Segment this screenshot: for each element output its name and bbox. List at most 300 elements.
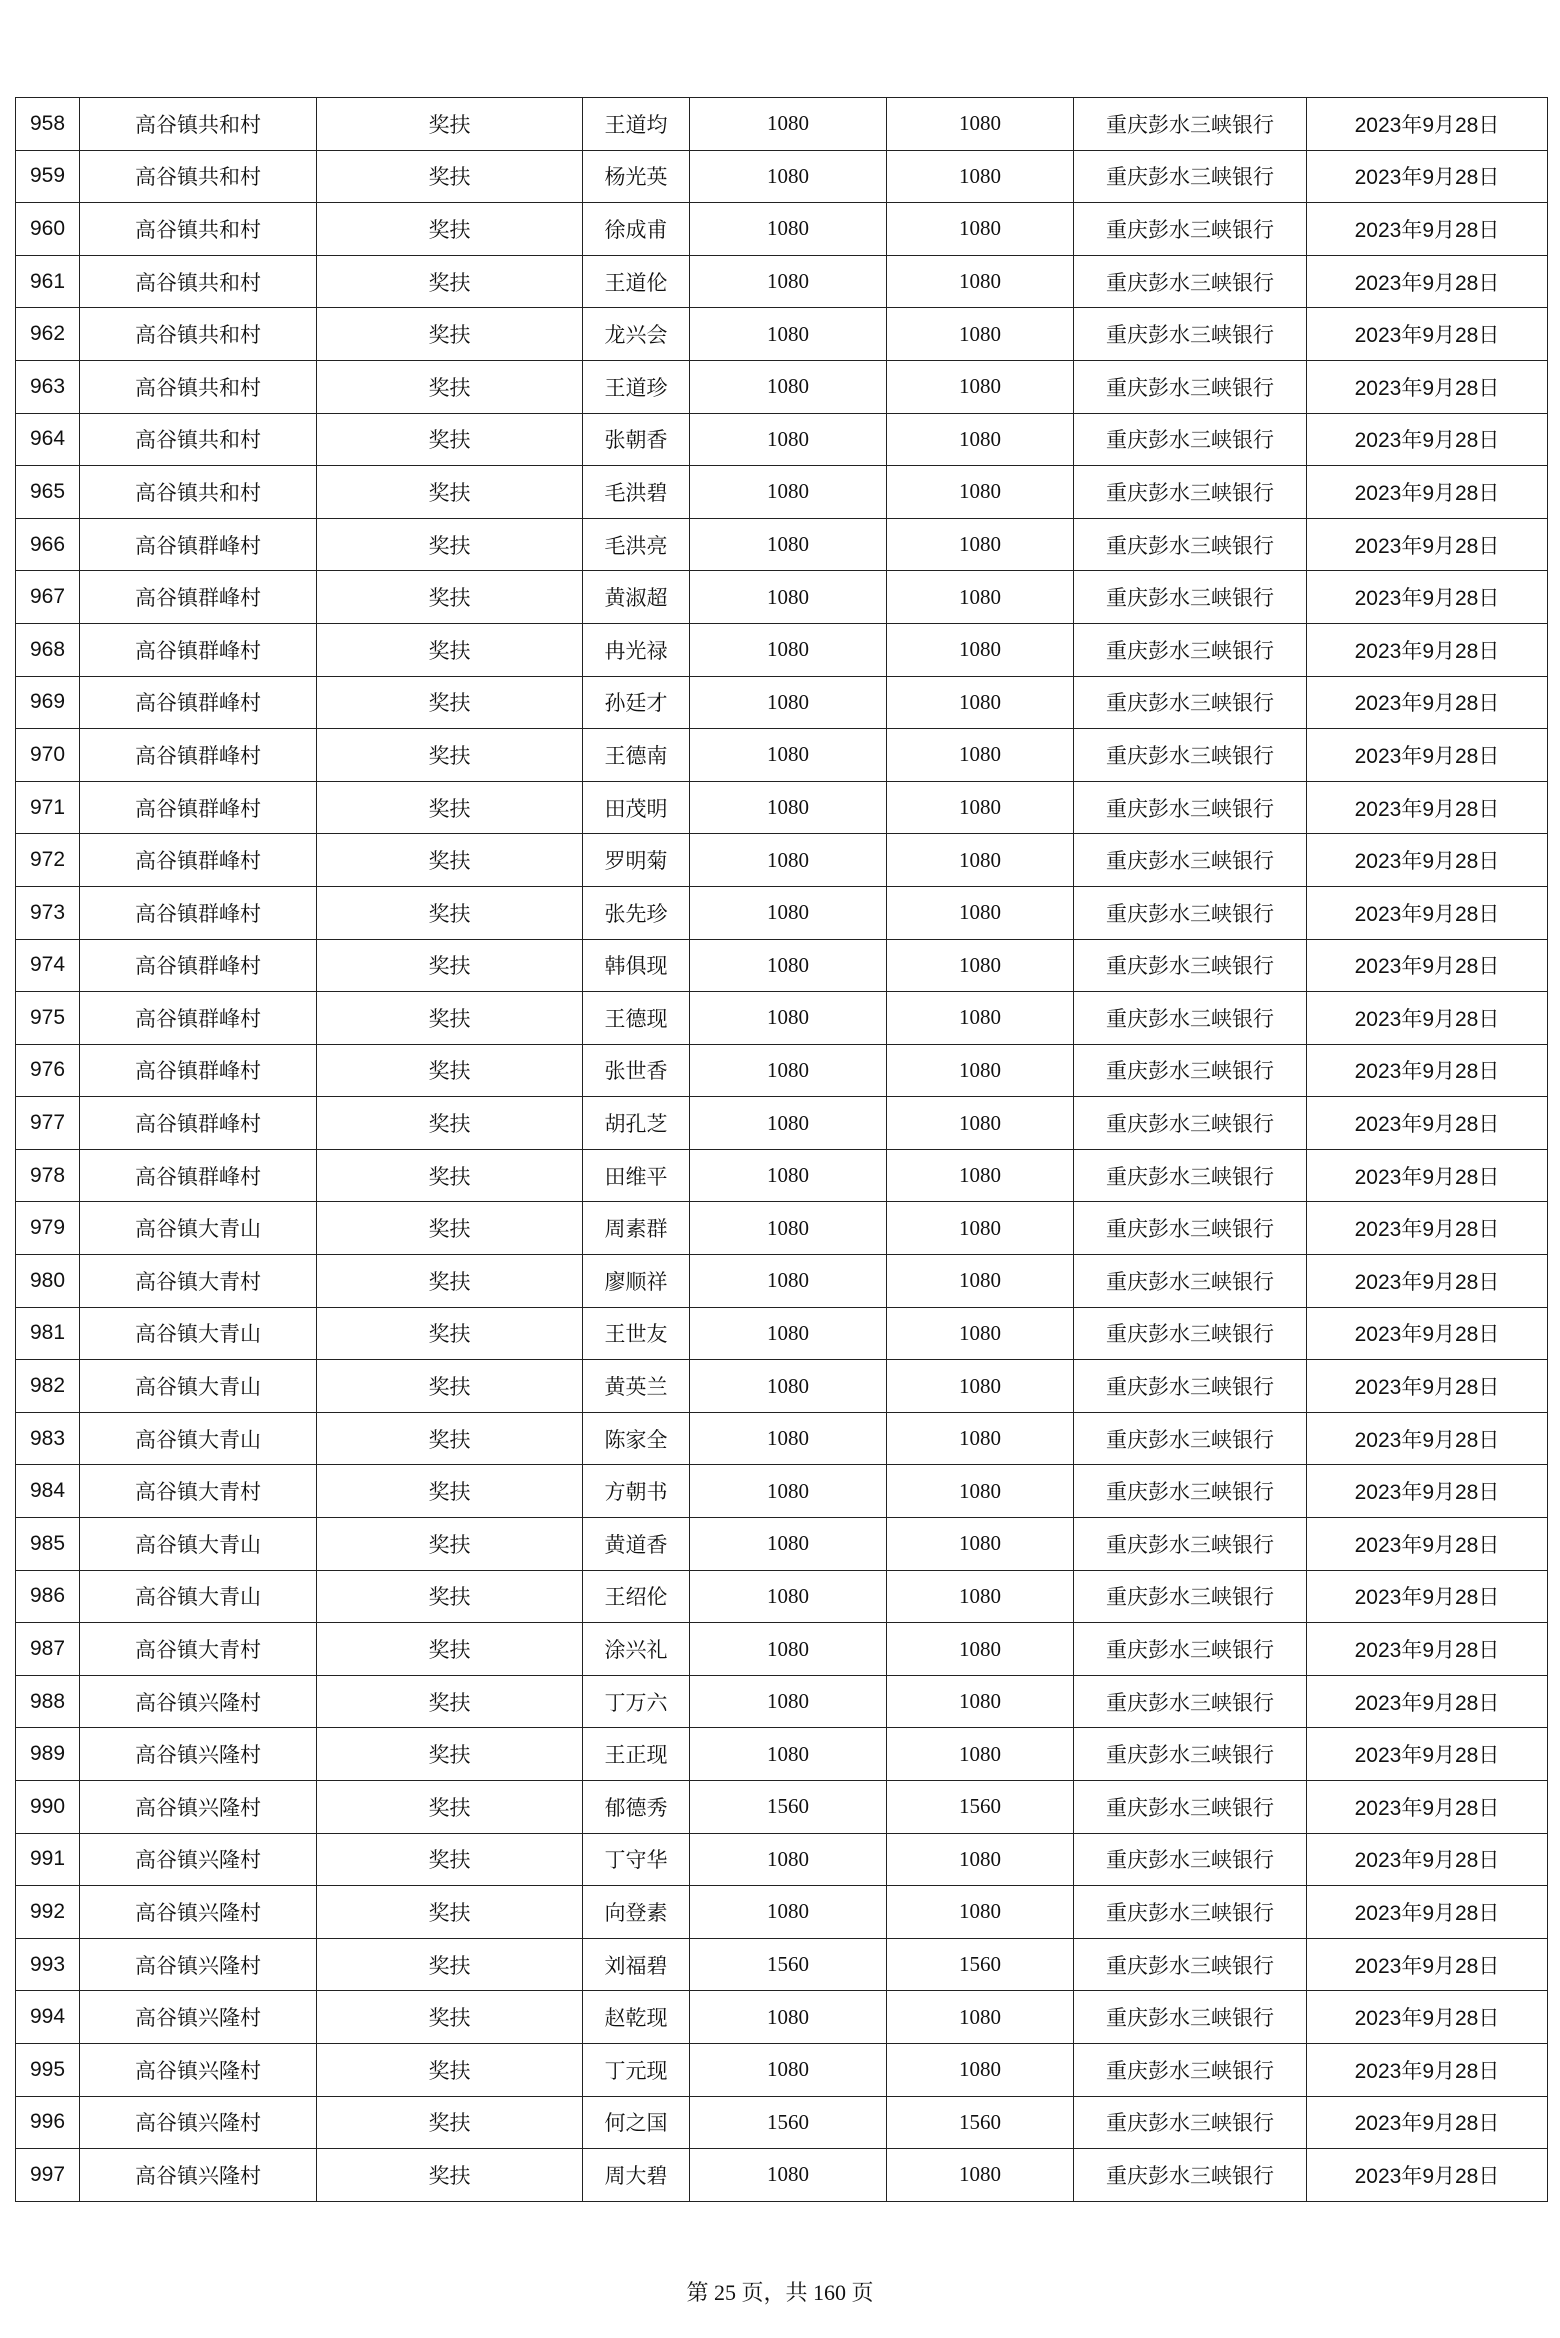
village-cell: 高谷镇群峰村 (80, 1149, 317, 1202)
table-row (16, 255, 1548, 308)
bank-cell: 重庆彭水三峡银行 (1074, 1781, 1307, 1834)
row-number-cell: 990 (16, 1781, 80, 1834)
subsidy-type-cell: 奖扶 (317, 413, 583, 466)
amount-paid-cell: 1080 (887, 150, 1074, 203)
payment-date-cell: 2023年9月28日 (1307, 466, 1548, 519)
subsidy-type-cell: 奖扶 (317, 203, 583, 256)
subsidy-type-cell: 奖扶 (317, 1623, 583, 1676)
table-row (16, 992, 1548, 1045)
payment-date-cell: 2023年9月28日 (1307, 1307, 1548, 1360)
subsidy-type-cell: 奖扶 (317, 1044, 583, 1097)
row-number-cell: 961 (16, 255, 80, 308)
amount-paid-cell: 1080 (887, 308, 1074, 361)
bank-cell: 重庆彭水三峡银行 (1074, 1255, 1307, 1308)
village-cell: 高谷镇共和村 (80, 150, 317, 203)
recipient-name-cell: 王道伦 (583, 255, 690, 308)
amount-due-cell: 1080 (690, 413, 887, 466)
payment-date-cell: 2023年9月28日 (1307, 98, 1548, 151)
payment-date-cell: 2023年9月28日 (1307, 203, 1548, 256)
bank-cell: 重庆彭水三峡银行 (1074, 308, 1307, 361)
amount-paid-cell: 1080 (887, 255, 1074, 308)
amount-due-cell: 1080 (690, 255, 887, 308)
table-row (16, 150, 1548, 203)
amount-due-cell: 1080 (690, 1991, 887, 2044)
row-number-cell: 980 (16, 1255, 80, 1308)
recipient-name-cell: 刘福碧 (583, 1938, 690, 1991)
row-number-cell: 959 (16, 150, 80, 203)
table-row (16, 571, 1548, 624)
village-cell: 高谷镇群峰村 (80, 886, 317, 939)
village-cell: 高谷镇群峰村 (80, 992, 317, 1045)
amount-paid-cell: 1080 (887, 623, 1074, 676)
amount-paid-cell: 1080 (887, 939, 1074, 992)
table-row (16, 518, 1548, 571)
table-row (16, 1991, 1548, 2044)
amount-paid-cell: 1560 (887, 2096, 1074, 2149)
amount-paid-cell: 1080 (887, 1202, 1074, 1255)
row-number-cell: 981 (16, 1307, 80, 1360)
bank-cell: 重庆彭水三峡银行 (1074, 1149, 1307, 1202)
amount-paid-cell: 1080 (887, 413, 1074, 466)
table-row (16, 834, 1548, 887)
table-row (16, 1412, 1548, 1465)
bank-cell: 重庆彭水三峡银行 (1074, 939, 1307, 992)
amount-paid-cell: 1080 (887, 1307, 1074, 1360)
village-cell: 高谷镇大青山 (80, 1412, 317, 1465)
table-row (16, 1833, 1548, 1886)
subsidy-type-cell: 奖扶 (317, 1518, 583, 1571)
subsidy-type-cell: 奖扶 (317, 1675, 583, 1728)
subsidy-type-cell: 奖扶 (317, 1938, 583, 1991)
subsidy-type-cell: 奖扶 (317, 150, 583, 203)
recipient-name-cell: 丁万六 (583, 1675, 690, 1728)
amount-paid-cell: 1080 (887, 1886, 1074, 1939)
payment-date-cell: 2023年9月28日 (1307, 2043, 1548, 2096)
amount-paid-cell: 1080 (887, 1412, 1074, 1465)
village-cell: 高谷镇共和村 (80, 308, 317, 361)
payment-date-cell: 2023年9月28日 (1307, 1938, 1548, 1991)
bank-cell: 重庆彭水三峡银行 (1074, 98, 1307, 151)
village-cell: 高谷镇兴隆村 (80, 2043, 317, 2096)
row-number-cell: 988 (16, 1675, 80, 1728)
table-row (16, 1675, 1548, 1728)
recipient-name-cell: 周大碧 (583, 2149, 690, 2202)
bank-cell: 重庆彭水三峡银行 (1074, 1360, 1307, 1413)
village-cell: 高谷镇共和村 (80, 360, 317, 413)
row-number-cell: 992 (16, 1886, 80, 1939)
amount-paid-cell: 1080 (887, 1518, 1074, 1571)
payment-date-cell: 2023年9月28日 (1307, 255, 1548, 308)
bank-cell: 重庆彭水三峡银行 (1074, 1412, 1307, 1465)
recipient-name-cell: 廖顺祥 (583, 1255, 690, 1308)
amount-due-cell: 1560 (690, 2096, 887, 2149)
row-number-cell: 977 (16, 1097, 80, 1150)
village-cell: 高谷镇兴隆村 (80, 1938, 317, 1991)
table-row (16, 1623, 1548, 1676)
amount-due-cell: 1080 (690, 98, 887, 151)
subsidy-type-cell: 奖扶 (317, 1781, 583, 1834)
recipient-name-cell: 黄淑超 (583, 571, 690, 624)
amount-due-cell: 1080 (690, 886, 887, 939)
amount-paid-cell: 1080 (887, 1570, 1074, 1623)
recipient-name-cell: 丁守华 (583, 1833, 690, 1886)
village-cell: 高谷镇群峰村 (80, 1044, 317, 1097)
amount-due-cell: 1080 (690, 939, 887, 992)
table-row (16, 1570, 1548, 1623)
amount-due-cell: 1080 (690, 1675, 887, 1728)
subsidy-type-cell: 奖扶 (317, 886, 583, 939)
amount-due-cell: 1080 (690, 2043, 887, 2096)
village-cell: 高谷镇兴隆村 (80, 1675, 317, 1728)
amount-paid-cell: 1080 (887, 98, 1074, 151)
table-row (16, 729, 1548, 782)
row-number-cell: 993 (16, 1938, 80, 1991)
village-cell: 高谷镇大青山 (80, 1307, 317, 1360)
payment-date-cell: 2023年9月28日 (1307, 518, 1548, 571)
page-footer: 第 25 页，共 160 页 (686, 2280, 874, 2305)
payment-date-cell: 2023年9月28日 (1307, 1991, 1548, 2044)
payment-date-cell: 2023年9月28日 (1307, 781, 1548, 834)
bank-cell: 重庆彭水三峡银行 (1074, 1570, 1307, 1623)
amount-due-cell: 1080 (690, 1728, 887, 1781)
row-number-cell: 976 (16, 1044, 80, 1097)
amount-due-cell: 1080 (690, 1833, 887, 1886)
recipient-name-cell: 龙兴会 (583, 308, 690, 361)
table-row (16, 1097, 1548, 1150)
payment-date-cell: 2023年9月28日 (1307, 886, 1548, 939)
bank-cell: 重庆彭水三峡银行 (1074, 1044, 1307, 1097)
subsidy-type-cell: 奖扶 (317, 360, 583, 413)
recipient-name-cell: 方朝书 (583, 1465, 690, 1518)
payment-date-cell: 2023年9月28日 (1307, 1044, 1548, 1097)
amount-paid-cell: 1080 (887, 1360, 1074, 1413)
subsidy-type-cell: 奖扶 (317, 623, 583, 676)
bank-cell: 重庆彭水三峡银行 (1074, 2149, 1307, 2202)
row-number-cell: 971 (16, 781, 80, 834)
recipient-name-cell: 罗明菊 (583, 834, 690, 887)
amount-paid-cell: 1080 (887, 571, 1074, 624)
village-cell: 高谷镇大青村 (80, 1623, 317, 1676)
subsidy-type-cell: 奖扶 (317, 466, 583, 519)
table-row (16, 1307, 1548, 1360)
amount-due-cell: 1080 (690, 1202, 887, 1255)
bank-cell: 重庆彭水三峡银行 (1074, 781, 1307, 834)
row-number-cell: 989 (16, 1728, 80, 1781)
village-cell: 高谷镇共和村 (80, 98, 317, 151)
bank-cell: 重庆彭水三峡银行 (1074, 413, 1307, 466)
amount-paid-cell: 1080 (887, 676, 1074, 729)
row-number-cell: 982 (16, 1360, 80, 1413)
amount-paid-cell: 1080 (887, 992, 1074, 1045)
amount-paid-cell: 1080 (887, 1623, 1074, 1676)
village-cell: 高谷镇群峰村 (80, 729, 317, 782)
row-number-cell: 969 (16, 676, 80, 729)
payment-date-cell: 2023年9月28日 (1307, 1202, 1548, 1255)
subsidy-type-cell: 奖扶 (317, 676, 583, 729)
row-number-cell: 966 (16, 518, 80, 571)
subsidy-type-cell: 奖扶 (317, 308, 583, 361)
village-cell: 高谷镇群峰村 (80, 676, 317, 729)
subsidy-type-cell: 奖扶 (317, 1097, 583, 1150)
recipient-name-cell: 王道均 (583, 98, 690, 151)
row-number-cell: 979 (16, 1202, 80, 1255)
bank-cell: 重庆彭水三峡银行 (1074, 1833, 1307, 1886)
bank-cell: 重庆彭水三峡银行 (1074, 992, 1307, 1045)
payment-date-cell: 2023年9月28日 (1307, 1675, 1548, 1728)
amount-paid-cell: 1080 (887, 2043, 1074, 2096)
amount-due-cell: 1080 (690, 2149, 887, 2202)
amount-paid-cell: 1080 (887, 518, 1074, 571)
amount-due-cell: 1080 (690, 360, 887, 413)
amount-due-cell: 1080 (690, 571, 887, 624)
recipient-name-cell: 赵乾现 (583, 1991, 690, 2044)
table-row (16, 466, 1548, 519)
recipient-name-cell: 王世友 (583, 1307, 690, 1360)
payment-date-cell: 2023年9月28日 (1307, 413, 1548, 466)
bank-cell: 重庆彭水三峡银行 (1074, 1623, 1307, 1676)
recipient-name-cell: 胡孔芝 (583, 1097, 690, 1150)
village-cell: 高谷镇兴隆村 (80, 1886, 317, 1939)
subsidy-type-cell: 奖扶 (317, 1886, 583, 1939)
bank-cell: 重庆彭水三峡银行 (1074, 255, 1307, 308)
subsidy-type-cell: 奖扶 (317, 992, 583, 1045)
amount-due-cell: 1080 (690, 1465, 887, 1518)
row-number-cell: 964 (16, 413, 80, 466)
recipient-name-cell: 韩俱现 (583, 939, 690, 992)
recipient-name-cell: 黄英兰 (583, 1360, 690, 1413)
amount-due-cell: 1080 (690, 466, 887, 519)
village-cell: 高谷镇兴隆村 (80, 2149, 317, 2202)
payment-date-cell: 2023年9月28日 (1307, 623, 1548, 676)
table-row (16, 308, 1548, 361)
amount-paid-cell: 1080 (887, 729, 1074, 782)
recipient-name-cell: 张先珍 (583, 886, 690, 939)
row-number-cell: 978 (16, 1149, 80, 1202)
amount-due-cell: 1080 (690, 1149, 887, 1202)
payment-date-cell: 2023年9月28日 (1307, 1465, 1548, 1518)
subsidy-type-cell: 奖扶 (317, 2096, 583, 2149)
recipient-name-cell: 何之国 (583, 2096, 690, 2149)
row-number-cell: 963 (16, 360, 80, 413)
table-row (16, 98, 1548, 151)
village-cell: 高谷镇兴隆村 (80, 2096, 317, 2149)
recipient-name-cell: 丁元现 (583, 2043, 690, 2096)
table-row (16, 1255, 1548, 1308)
subsidy-type-cell: 奖扶 (317, 1728, 583, 1781)
subsidy-type-cell: 奖扶 (317, 1412, 583, 1465)
payment-date-cell: 2023年9月28日 (1307, 2096, 1548, 2149)
village-cell: 高谷镇群峰村 (80, 939, 317, 992)
subsidy-type-cell: 奖扶 (317, 1833, 583, 1886)
table-row (16, 1360, 1548, 1413)
amount-paid-cell: 1080 (887, 203, 1074, 256)
payment-table (15, 97, 1548, 2202)
recipient-name-cell: 毛洪亮 (583, 518, 690, 571)
bank-cell: 重庆彭水三峡银行 (1074, 886, 1307, 939)
bank-cell: 重庆彭水三峡银行 (1074, 571, 1307, 624)
table-row (16, 1938, 1548, 1991)
table-row (16, 1886, 1548, 1939)
recipient-name-cell: 杨光英 (583, 150, 690, 203)
bank-cell: 重庆彭水三峡银行 (1074, 2096, 1307, 2149)
row-number-cell: 995 (16, 2043, 80, 2096)
subsidy-type-cell: 奖扶 (317, 98, 583, 151)
recipient-name-cell: 黄道香 (583, 1518, 690, 1571)
amount-due-cell: 1080 (690, 308, 887, 361)
amount-due-cell: 1560 (690, 1781, 887, 1834)
bank-cell: 重庆彭水三峡银行 (1074, 203, 1307, 256)
table-row (16, 886, 1548, 939)
payment-date-cell: 2023年9月28日 (1307, 1149, 1548, 1202)
recipient-name-cell: 周素群 (583, 1202, 690, 1255)
recipient-name-cell: 孙廷才 (583, 676, 690, 729)
amount-due-cell: 1080 (690, 623, 887, 676)
amount-paid-cell: 1560 (887, 1781, 1074, 1834)
amount-due-cell: 1080 (690, 1886, 887, 1939)
row-number-cell: 975 (16, 992, 80, 1045)
village-cell: 高谷镇大青山 (80, 1518, 317, 1571)
amount-paid-cell: 1080 (887, 1149, 1074, 1202)
table-row (16, 2149, 1548, 2202)
payment-date-cell: 2023年9月28日 (1307, 1623, 1548, 1676)
bank-cell: 重庆彭水三峡银行 (1074, 1465, 1307, 1518)
village-cell: 高谷镇群峰村 (80, 571, 317, 624)
table-row (16, 360, 1548, 413)
subsidy-type-cell: 奖扶 (317, 1991, 583, 2044)
row-number-cell: 996 (16, 2096, 80, 2149)
village-cell: 高谷镇兴隆村 (80, 1991, 317, 2044)
amount-due-cell: 1080 (690, 1623, 887, 1676)
village-cell: 高谷镇大青山 (80, 1570, 317, 1623)
payment-date-cell: 2023年9月28日 (1307, 2149, 1548, 2202)
recipient-name-cell: 冉光禄 (583, 623, 690, 676)
table-body (16, 98, 1548, 2202)
bank-cell: 重庆彭水三峡银行 (1074, 2043, 1307, 2096)
village-cell: 高谷镇群峰村 (80, 518, 317, 571)
amount-paid-cell: 1080 (887, 1728, 1074, 1781)
recipient-name-cell: 张朝香 (583, 413, 690, 466)
subsidy-type-cell: 奖扶 (317, 1255, 583, 1308)
amount-due-cell: 1080 (690, 150, 887, 203)
table-row (16, 2096, 1548, 2149)
row-number-cell: 997 (16, 2149, 80, 2202)
bank-cell: 重庆彭水三峡银行 (1074, 360, 1307, 413)
amount-due-cell: 1080 (690, 203, 887, 256)
village-cell: 高谷镇兴隆村 (80, 1781, 317, 1834)
table-row (16, 203, 1548, 256)
recipient-name-cell: 王德南 (583, 729, 690, 782)
subsidy-type-cell: 奖扶 (317, 1149, 583, 1202)
payment-date-cell: 2023年9月28日 (1307, 676, 1548, 729)
payment-date-cell: 2023年9月28日 (1307, 308, 1548, 361)
bank-cell: 重庆彭水三峡银行 (1074, 1307, 1307, 1360)
amount-paid-cell: 1080 (887, 1465, 1074, 1518)
table-row (16, 1465, 1548, 1518)
row-number-cell: 991 (16, 1833, 80, 1886)
recipient-name-cell: 张世香 (583, 1044, 690, 1097)
table-row (16, 2043, 1548, 2096)
payment-date-cell: 2023年9月28日 (1307, 1412, 1548, 1465)
table-row (16, 623, 1548, 676)
bank-cell: 重庆彭水三峡银行 (1074, 834, 1307, 887)
village-cell: 高谷镇大青村 (80, 1255, 317, 1308)
amount-due-cell: 1080 (690, 729, 887, 782)
table-row (16, 676, 1548, 729)
recipient-name-cell: 田维平 (583, 1149, 690, 1202)
payment-date-cell: 2023年9月28日 (1307, 1833, 1548, 1886)
table-row (16, 781, 1548, 834)
row-number-cell: 962 (16, 308, 80, 361)
payment-date-cell: 2023年9月28日 (1307, 939, 1548, 992)
row-number-cell: 974 (16, 939, 80, 992)
amount-paid-cell: 1080 (887, 1255, 1074, 1308)
table-row (16, 1728, 1548, 1781)
village-cell: 高谷镇大青山 (80, 1202, 317, 1255)
bank-cell: 重庆彭水三峡银行 (1074, 1202, 1307, 1255)
subsidy-type-cell: 奖扶 (317, 2149, 583, 2202)
table-row (16, 1044, 1548, 1097)
recipient-name-cell: 向登素 (583, 1886, 690, 1939)
amount-due-cell: 1080 (690, 1097, 887, 1150)
table-row (16, 939, 1548, 992)
subsidy-type-cell: 奖扶 (317, 255, 583, 308)
row-number-cell: 984 (16, 1465, 80, 1518)
bank-cell: 重庆彭水三峡银行 (1074, 150, 1307, 203)
row-number-cell: 968 (16, 623, 80, 676)
amount-due-cell: 1080 (690, 781, 887, 834)
amount-paid-cell: 1080 (887, 781, 1074, 834)
recipient-name-cell: 郁德秀 (583, 1781, 690, 1834)
village-cell: 高谷镇群峰村 (80, 834, 317, 887)
village-cell: 高谷镇群峰村 (80, 1097, 317, 1150)
recipient-name-cell: 徐成甫 (583, 203, 690, 256)
row-number-cell: 986 (16, 1570, 80, 1623)
payment-date-cell: 2023年9月28日 (1307, 150, 1548, 203)
recipient-name-cell: 陈家全 (583, 1412, 690, 1465)
village-cell: 高谷镇共和村 (80, 466, 317, 519)
amount-due-cell: 1560 (690, 1938, 887, 1991)
payment-date-cell: 2023年9月28日 (1307, 1886, 1548, 1939)
amount-due-cell: 1080 (690, 1360, 887, 1413)
row-number-cell: 973 (16, 886, 80, 939)
row-number-cell: 985 (16, 1518, 80, 1571)
village-cell: 高谷镇共和村 (80, 413, 317, 466)
amount-paid-cell: 1080 (887, 1097, 1074, 1150)
row-number-cell: 958 (16, 98, 80, 151)
recipient-name-cell: 王正现 (583, 1728, 690, 1781)
subsidy-type-cell: 奖扶 (317, 1465, 583, 1518)
bank-cell: 重庆彭水三峡银行 (1074, 729, 1307, 782)
payment-date-cell: 2023年9月28日 (1307, 1255, 1548, 1308)
bank-cell: 重庆彭水三峡银行 (1074, 466, 1307, 519)
subsidy-type-cell: 奖扶 (317, 1202, 583, 1255)
row-number-cell: 967 (16, 571, 80, 624)
village-cell: 高谷镇群峰村 (80, 781, 317, 834)
amount-due-cell: 1080 (690, 1518, 887, 1571)
amount-paid-cell: 1080 (887, 886, 1074, 939)
amount-paid-cell: 1080 (887, 1833, 1074, 1886)
bank-cell: 重庆彭水三峡银行 (1074, 518, 1307, 571)
subsidy-type-cell: 奖扶 (317, 939, 583, 992)
amount-due-cell: 1080 (690, 1307, 887, 1360)
payment-date-cell: 2023年9月28日 (1307, 1570, 1548, 1623)
amount-due-cell: 1080 (690, 1255, 887, 1308)
payment-date-cell: 2023年9月28日 (1307, 834, 1548, 887)
row-number-cell: 987 (16, 1623, 80, 1676)
village-cell: 高谷镇共和村 (80, 203, 317, 256)
table-row (16, 1518, 1548, 1571)
amount-paid-cell: 1080 (887, 1991, 1074, 2044)
